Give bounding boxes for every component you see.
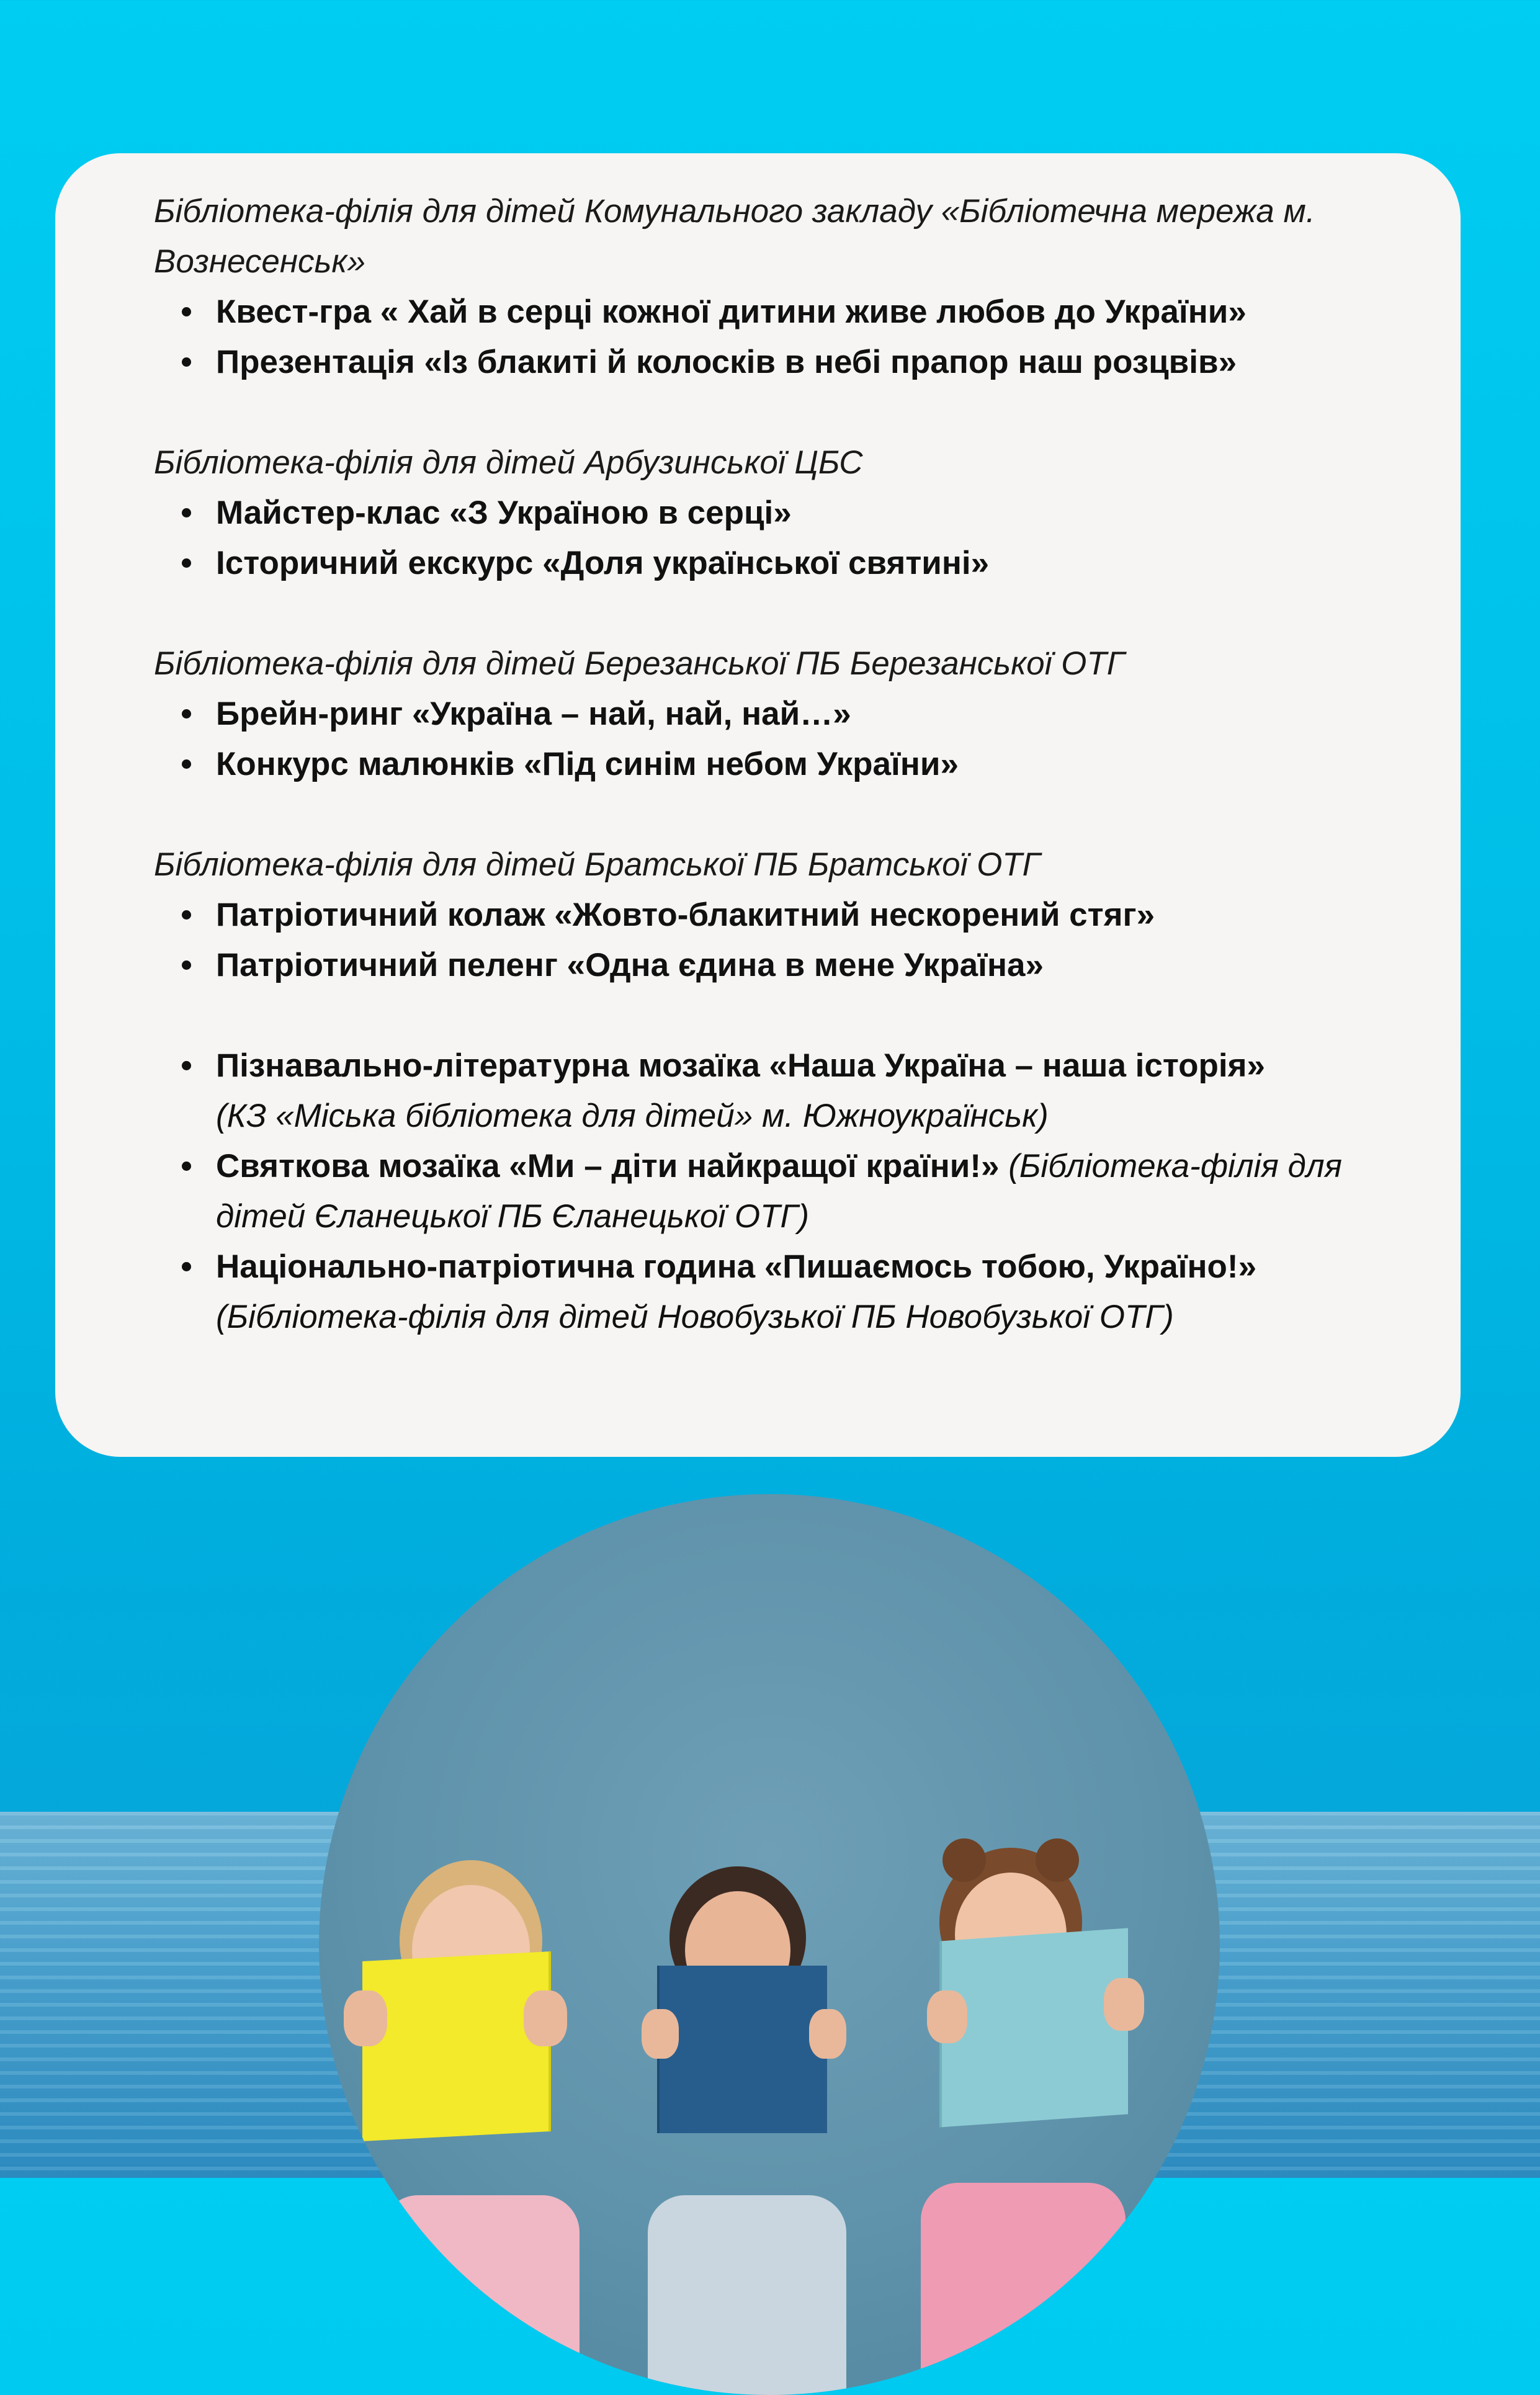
lightblue-book — [939, 1928, 1128, 2127]
child-hand — [809, 2009, 846, 2059]
library-name: Бібліотека-філія для дітей Березанської ПБ Березанської ОТГ — [154, 645, 1125, 682]
event-source: (КЗ «Міська бібліотека для дітей» м. Южноукраїнськ) — [216, 1098, 1049, 1134]
children-reading-photo — [319, 1494, 1220, 2395]
event-title: Пізнавально-літературна мозаїка «Наша Україна – наша історія» — [216, 1047, 1266, 1084]
library-name: Бібліотека-філія для дітей Арбузинської ЦБС — [154, 444, 863, 481]
event-item: Конкурс малюнків «Під синім небом України» — [154, 739, 1395, 789]
library-name: Бібліотека-філія для дітей Комунального закладу «Бібліотечна мережа м. Вознесенськ» — [154, 193, 1315, 280]
event-item: Майстер-клас «З Україною в серці» — [154, 488, 1395, 538]
events-list — [154, 186, 1395, 1342]
child-shirt — [648, 2195, 846, 2395]
child-hand — [524, 1990, 567, 2046]
event-source: (Бібліотека-філія для дітей Єланецької ПБ Єланецької ОТГ) — [216, 1148, 1342, 1235]
event-item: Презентація «Із блакиті й колосків в небі прапор наш розцвів» — [154, 337, 1395, 387]
child-hair-bun — [942, 1838, 986, 1882]
yellow-book — [362, 1951, 551, 2141]
child-hand — [642, 2009, 679, 2059]
event-title: Святкова мозаїка «Ми – діти найкращої країни!» — [216, 1148, 1000, 1184]
extra-event-item — [154, 1141, 1395, 1242]
child-hand — [1104, 1978, 1144, 2031]
event-list — [154, 890, 1395, 990]
child-shirt — [921, 2183, 1126, 2395]
event-source: (Бібліотека-філія для дітей Новобузької ПБ Новобузької ОТГ) — [216, 1299, 1174, 1335]
event-list — [154, 287, 1395, 387]
event-item: Брейн-ринг «Україна – най, най, най…» — [154, 689, 1395, 739]
event-list — [154, 488, 1395, 588]
event-item: Історичний екскурс «Доля української святині» — [154, 538, 1395, 588]
library-name: Бібліотека-філія для дітей Братської ПБ Братської ОТГ — [154, 846, 1041, 883]
extra-event-item — [154, 1041, 1395, 1141]
child-hand — [927, 1990, 967, 2043]
child-shirt — [381, 2195, 580, 2395]
extra-event-list — [154, 1041, 1395, 1342]
event-list — [154, 689, 1395, 789]
child-hair-bun — [1036, 1838, 1079, 1882]
child-hand — [344, 1990, 387, 2046]
event-item: Патріотичний пеленг «Одна єдина в мене Україна» — [154, 940, 1395, 990]
extra-event-item — [154, 1242, 1395, 1342]
event-item: Патріотичний колаж «Жовто-блакитний нескорений стяг» — [154, 890, 1395, 940]
blue-book — [657, 1966, 827, 2133]
event-item: Квест-гра « Хай в серці кожної дитини живе любов до України» — [154, 287, 1395, 337]
event-title: Національно-патріотична година «Пишаємось тобою, Україно!» — [216, 1248, 1257, 1285]
